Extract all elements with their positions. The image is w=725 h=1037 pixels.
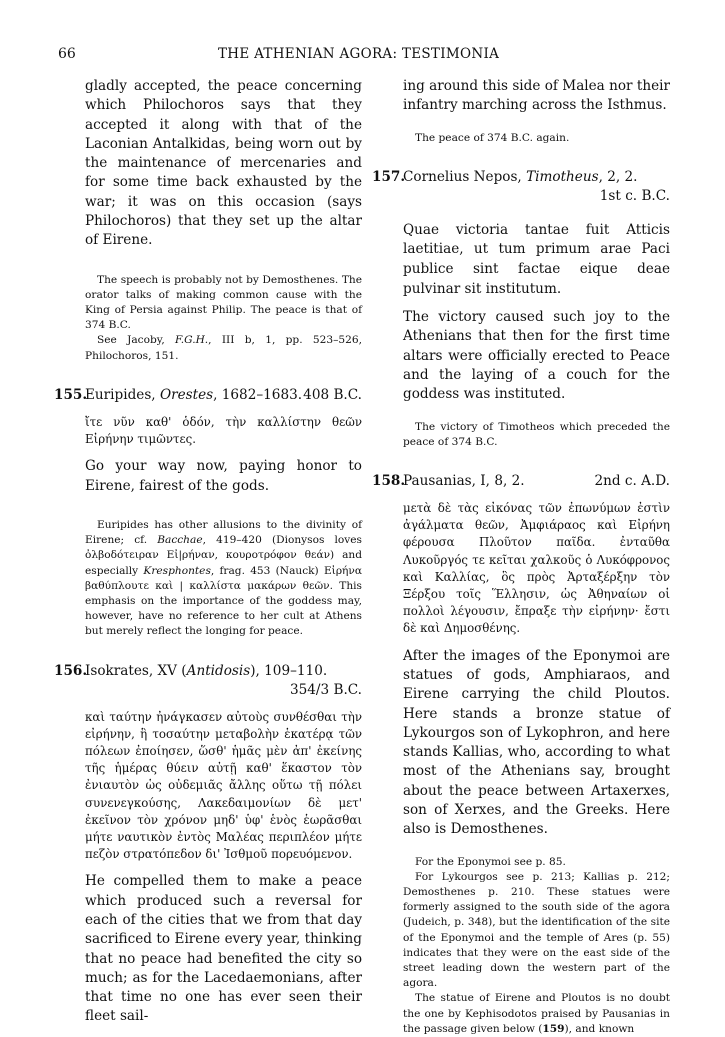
page-number: 66 [58, 46, 76, 62]
entry-number: 155. [54, 386, 88, 403]
continued-translation-156: ing around this side of Malea nor their infantry marching across the Isthmus. [403, 78, 670, 114]
note-158: For the Eponymoi see p. 85. For Lykourgos see p. 213; Kallias p. 212; Demosthenes p. 210. These statues were formerly assigned to the south side of the agora (Judeich, p. 348), but the identification of the site of the Eponymoi and the temple of Ares (p. 55) indicates that they were on the east side of the street leading down the western part of the agora. The statue of Eirene and Ploutos is no doubt the one by Kephisodotos praised by Pausanias in the passage given below (159), and known [403, 855, 670, 1035]
entry-date: 354/3 B.C. [289, 681, 362, 698]
translation-157: The victory caused such joy to the Athenians that then for the first time altars were officially erected to Peace and the laying of a couch for the goddess was instituted. [403, 309, 670, 403]
greek-text-155: ἴτε νῦν καθ' ὁδόν, τὴν καλλίστην θεῶν Εἰρήνην τιμῶντες. [85, 414, 362, 447]
note-154-p1: The speech is probably not by Demosthenes. The orator talks of making common cause with the King of Persia against Philip. The peace is that of 374 B.C. [85, 273, 362, 332]
page-header [0, 46, 725, 66]
translation-155: Go your way now, paying honor to Eirene, fairest of the gods. [85, 458, 362, 494]
entry-157-heading [372, 168, 670, 187]
greek-text-158: μετὰ δὲ τὰς εἰκόνας τῶν ἐπωνύμων ἐστὶν ἀγάλματα θεῶν, Ἀμφιάραος καὶ Εἰρήνη φέρουσα Πλοῦτον παῖδα. ἐνταῦθα Λυκοῦργός τε κεῖται χαλκοῦς ὁ Λυκόφρονος καὶ Καλλίας, ὃς πρὸς Ἀρταξέρξην τὸν Ξέρξου τοῖς Ἕλλησιν, ὡς Ἀθηναίων οἱ πολλοὶ λέγουσιν, ἔπραξε τὴν εἰρήνην· ἔστι δὲ καὶ Δημοσθένης. [403, 501, 670, 636]
entry-158-heading [372, 472, 670, 491]
note-156: The peace of 374 B.C. again. [415, 131, 570, 144]
entry-source: Pausanias, I, 8, 2. [403, 473, 525, 490]
entry-number: 158. [372, 473, 406, 490]
entry-date: 1st c. B.C. [599, 187, 670, 204]
entry-155-heading [54, 386, 362, 405]
entry-number: 156. [54, 662, 88, 679]
entry-number: 157. [372, 168, 406, 185]
entry-source: Isokrates, XV (Antidosis), 109–110. [85, 662, 328, 679]
left-column [54, 77, 362, 1027]
note-157: The victory of Timotheos which preceded the peace of 374 B.C. [403, 420, 670, 448]
right-column [372, 77, 670, 1037]
note-154 [54, 273, 362, 364]
note-154-p2: See Jacoby, F.G.H., III b, 1, pp. 523–526, Philochoros, 151. [85, 334, 362, 362]
note-155: Euripides has other allusions to the divinity of Eirene; cf. Bacchae, 419–420 (Dionysos loves ὀλβοδότειραν Εἰ|ρήναν, κουροτρόφον θεάν) and especially Kresphontes, frag. 453 (Nauck) Εἰρήνα βαθύπλουτε καὶ | καλλίστα μακάρων θεῶν. This emphasis on the importance of the goddess may, however, have no reference to her cult at Athens but merely reflect the longing for peace. [85, 518, 363, 638]
entry-156-heading [54, 662, 362, 681]
greek-text-156: καὶ ταύτην ἠνάγκασεν αὐτοὺς συνθέσθαι τὴν εἰρήνην, ἣ τοσαύτην μεταβολὴν ἑκατέρᾳ τῶν πόλεων ἐποίησεν, ὥσθ' ἡμᾶς μὲν ἀπ' ἐκείνης τῆς ἡμέρας θύειν αὐτῇ καθ' ἕκαστον τὸν ἐνιαυτὸν ὡς οὐδεμιᾶς ἄλλης οὕτω τῇ πόλει συνενεγκούσης, Λακεδαιμονίων δὲ μετ' ἐκεῖνον τὸν χρόνον μηδ' ὑφ' ἑνὸς ἑωρᾶσθαι μήτε ναυτικὸν ἐντὸς Μαλέας περιπλέον μήτε πεζὸν στρατόπεδον δι' Ἰσθμοῦ πορευόμενον. [85, 709, 362, 862]
latin-text-157: Quae victoria tantae fuit Atticis laetitiae, ut tum primum arae Paci publice sint factae eique deae pulvinar sit institutum. [403, 221, 670, 297]
entry-source: Euripides, Orestes, 1682–1683. [85, 386, 303, 403]
translation-158: After the images of the Eponymoi are statues of gods, Amphiaraos, and Eirene carrying the child Ploutos. Here stands a bronze statue of Lykourgos son of Lykophron, and here stands Kallias, who, according to what most of the Athenians say, brought about the peace between Artaxerxes, son of Xerxes, and the Greeks. Here also is Demosthenes. [403, 647, 670, 838]
entry-date: 408 B.C. [303, 386, 362, 403]
continued-translation: gladly accepted, the peace concerning which Philochoros says that they accepted it along with that of the Laconian Antalkidas, being worn out by the maintenance of mercenaries and for some time back exhausted by the war; it was on this occasion (says Philochoros) that they set up the altar of Eirene. [85, 78, 362, 249]
translation-156: He compelled them to make a peace which produced such a reversal for each of the cities that we from that day sacrificed to Eirene every year, thinking that no peace had benefited the city so much; as for the Lacedaemonians, after that time no one has ever seen their fleet sail- [85, 873, 362, 1025]
entry-date: 2nd c. A.D. [594, 473, 670, 490]
running-head: THE ATHENIAN AGORA: TESTIMONIA [218, 46, 500, 62]
entry-source: Cornelius Nepos, Timotheus, 2, 2. [403, 168, 638, 185]
